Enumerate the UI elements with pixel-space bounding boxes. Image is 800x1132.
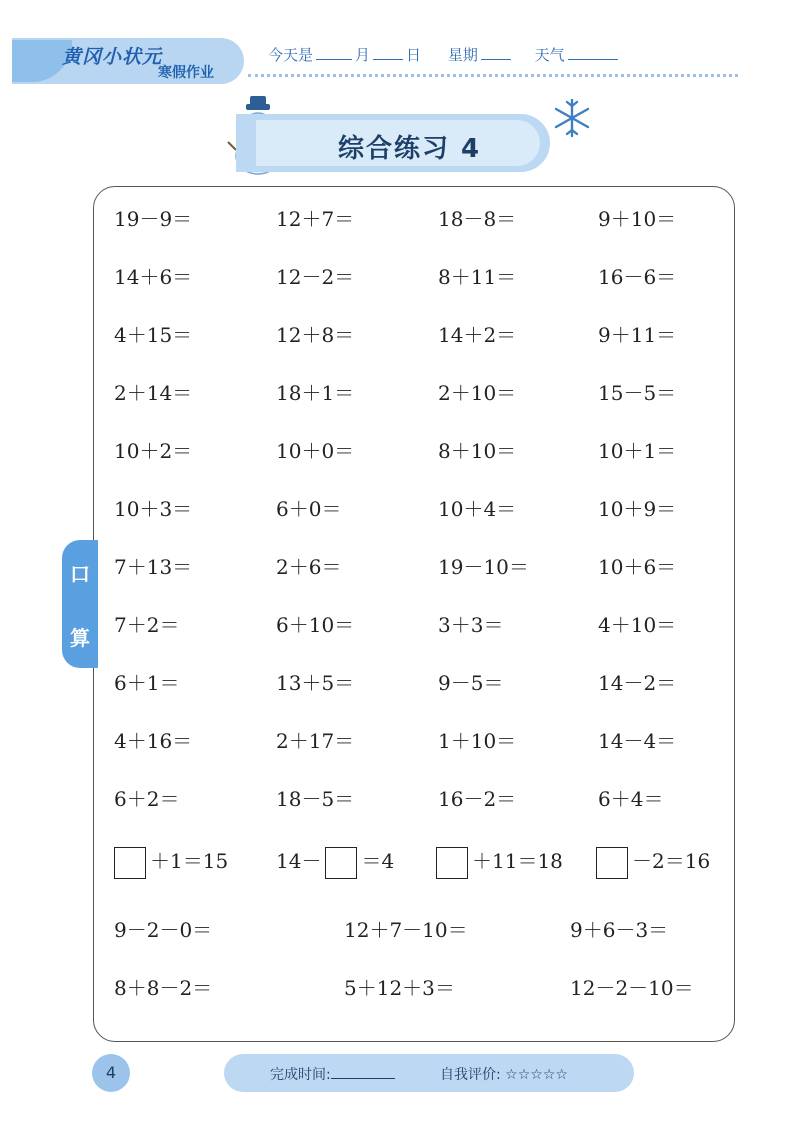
- arithmetic-problem: 12－2＝: [276, 265, 355, 289]
- arithmetic-problem: 15－5＝: [598, 381, 677, 405]
- arithmetic-problem: 6＋0＝: [276, 497, 342, 521]
- answer-box[interactable]: [596, 847, 628, 879]
- arithmetic-problem: 6＋2＝: [114, 787, 180, 811]
- arithmetic-problem: 14－4＝: [598, 729, 677, 753]
- three-term-problem: 12＋7－10＝: [344, 918, 468, 942]
- arithmetic-problem: 4＋15＝: [114, 323, 193, 347]
- date-weekday-label: 星期: [447, 46, 478, 64]
- box-problem-text: ＋11＝18: [472, 849, 563, 873]
- answer-box[interactable]: [325, 847, 357, 879]
- arithmetic-problem: 18－5＝: [276, 787, 355, 811]
- arithmetic-problem: 13＋5＝: [276, 671, 355, 695]
- box-problem-text: ＋1＝15: [150, 849, 229, 873]
- arithmetic-problem: 10＋1＝: [598, 439, 677, 463]
- arithmetic-problem: 10＋9＝: [598, 497, 677, 521]
- arithmetic-problem: 12＋7＝: [276, 207, 355, 231]
- answer-box[interactable]: [436, 847, 468, 879]
- arithmetic-problem: 6＋10＝: [276, 613, 355, 637]
- arithmetic-problem: 2＋10＝: [438, 381, 517, 405]
- arithmetic-problem: 14＋2＝: [438, 323, 517, 347]
- date-month-label: 月: [355, 46, 371, 64]
- arithmetic-problem: 8＋11＝: [438, 265, 517, 289]
- arithmetic-problem: 18＋1＝: [276, 381, 355, 405]
- three-term-problem: 9－2－0＝: [114, 918, 213, 942]
- three-term-problem: 12－2－10＝: [570, 976, 694, 1000]
- arithmetic-problem: 4＋16＝: [114, 729, 193, 753]
- snowflake-icon: [552, 98, 592, 138]
- box-problem-4: [596, 845, 710, 879]
- star-rating[interactable]: ☆☆☆☆☆: [505, 1067, 568, 1083]
- arithmetic-problem: 16－2＝: [438, 787, 517, 811]
- arithmetic-problem: 18－8＝: [438, 207, 517, 231]
- arithmetic-problem: 2＋17＝: [276, 729, 355, 753]
- three-term-problem: 5＋12＋3＝: [344, 976, 455, 1000]
- completion-time: [270, 1064, 395, 1084]
- arithmetic-problem: 6＋1＝: [114, 671, 180, 695]
- arithmetic-problem: 9＋10＝: [598, 207, 677, 231]
- box-problem-2: [276, 845, 394, 879]
- arithmetic-problem: 1＋10＝: [438, 729, 517, 753]
- box-problem-text: －2＝16: [632, 849, 711, 873]
- arithmetic-problem: 19－9＝: [114, 207, 193, 231]
- box-problem-prefix: 14－: [276, 849, 322, 873]
- arithmetic-problem: 6＋4＝: [598, 787, 664, 811]
- arithmetic-problem: 10＋6＝: [598, 555, 677, 579]
- self-evaluation-label: 自我评价:: [440, 1067, 501, 1083]
- arithmetic-problem: 9－5＝: [438, 671, 504, 695]
- date-today-label: 今天是: [268, 46, 314, 64]
- month-blank[interactable]: [316, 45, 352, 60]
- box-problem-3: [436, 845, 563, 879]
- day-blank[interactable]: [373, 45, 403, 60]
- arithmetic-problem: 4＋10＝: [598, 613, 677, 637]
- date-weather-label: 天气: [534, 46, 565, 64]
- brand-subtitle: 寒假作业: [158, 65, 214, 81]
- box-problem-1: [114, 845, 228, 879]
- completion-time-label: 完成时间:: [270, 1067, 331, 1083]
- date-line: [268, 44, 621, 65]
- three-term-problem: 9＋6－3＝: [570, 918, 669, 942]
- arithmetic-problem: 12＋8＝: [276, 323, 355, 347]
- arithmetic-problem: 16－6＝: [598, 265, 677, 289]
- arithmetic-problem: 7＋13＝: [114, 555, 193, 579]
- side-tab-char-1: 口: [70, 562, 90, 586]
- weekday-blank[interactable]: [481, 45, 511, 60]
- self-evaluation: [440, 1064, 568, 1084]
- arithmetic-problem: 2＋14＝: [114, 381, 193, 405]
- arithmetic-problem: 3＋3＝: [438, 613, 504, 637]
- arithmetic-problem: 10＋0＝: [276, 439, 355, 463]
- arithmetic-problem: 7＋2＝: [114, 613, 180, 637]
- page-title: 综合练习 4: [338, 134, 482, 164]
- three-term-problem: 8＋8－2＝: [114, 976, 213, 1000]
- header-dotted-line: [248, 74, 738, 77]
- arithmetic-problem: 9＋11＝: [598, 323, 677, 347]
- arithmetic-problem: 10＋2＝: [114, 439, 193, 463]
- arithmetic-problem: 14＋6＝: [114, 265, 193, 289]
- completion-time-blank[interactable]: [331, 1066, 395, 1079]
- weather-blank[interactable]: [568, 45, 618, 60]
- answer-box[interactable]: [114, 847, 146, 879]
- arithmetic-problem: 10＋4＝: [438, 497, 517, 521]
- arithmetic-problem: 8＋10＝: [438, 439, 517, 463]
- brand-logo: 黄冈小状元: [62, 46, 163, 68]
- side-tab-char-2: 算: [70, 626, 90, 650]
- page-number: 4: [92, 1054, 130, 1092]
- arithmetic-problem: 2＋6＝: [276, 555, 342, 579]
- arithmetic-problem: 19－10＝: [438, 555, 529, 579]
- arithmetic-problem: 10＋3＝: [114, 497, 193, 521]
- arithmetic-problem: 14－2＝: [598, 671, 677, 695]
- box-problem-text: ＝4: [361, 849, 395, 873]
- date-day-label: 日: [406, 46, 422, 64]
